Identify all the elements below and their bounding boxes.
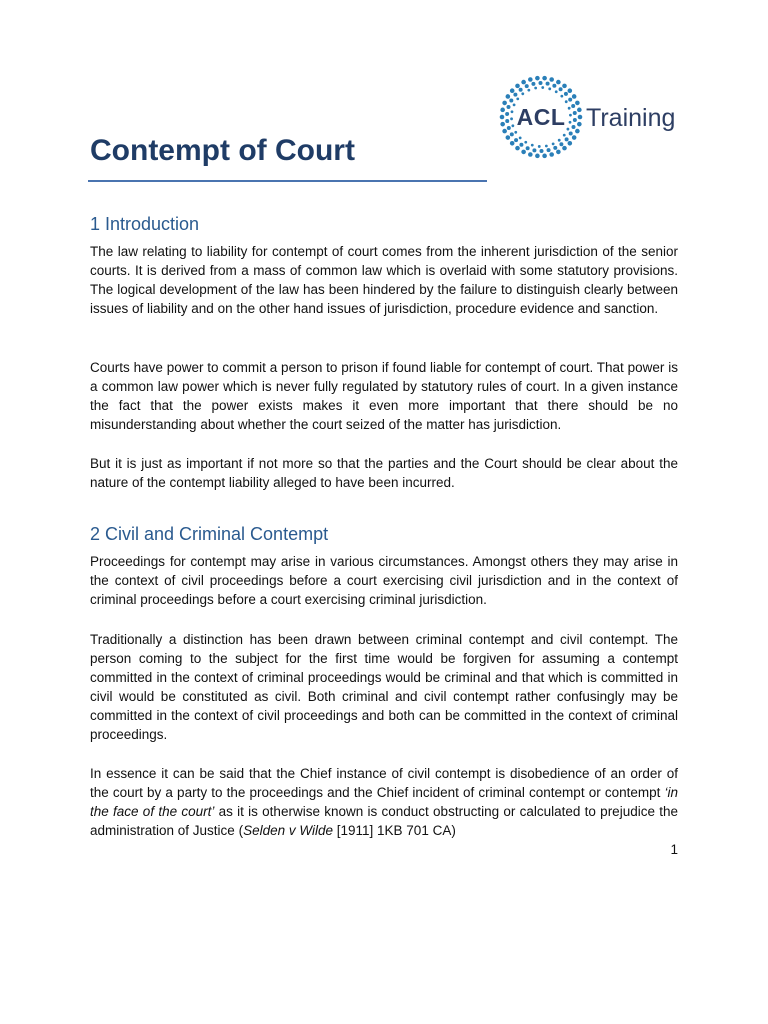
logo-ring-dot bbox=[500, 122, 505, 127]
section-1-paragraph-3: But it is just as important if not more so that the parties and the Court should be clear about the nature of the contempt liability alleged to have been incurred. bbox=[90, 456, 678, 490]
logo-ring-dot bbox=[548, 87, 551, 90]
logo-ring-dot bbox=[535, 154, 540, 159]
logo-ring-dot bbox=[575, 129, 580, 134]
logo-ring-dot bbox=[572, 135, 577, 140]
p3-italic-case-name: Selden v Wilde bbox=[243, 823, 333, 838]
logo-ring-dot bbox=[505, 119, 509, 123]
logo-ring-dot bbox=[564, 92, 568, 96]
logo-ring-dot bbox=[502, 129, 507, 134]
logo-ring-dot bbox=[541, 86, 544, 89]
logo-ring-dot bbox=[521, 80, 526, 85]
logo-ring-dot bbox=[565, 137, 569, 141]
logo-ring-dot bbox=[555, 90, 558, 93]
logo-ring-dot bbox=[546, 82, 550, 86]
logo-ring-dot bbox=[578, 115, 583, 120]
section-2-heading: 2 Civil and Criminal Contempt bbox=[90, 524, 329, 544]
logo-ring-dot bbox=[577, 108, 582, 113]
logo-ring-dot bbox=[528, 152, 533, 157]
p3-italic-face-of-court: ‘in the face of the court’ bbox=[90, 785, 678, 819]
logo-ring-dot bbox=[559, 87, 563, 91]
logo-ring-dot bbox=[531, 82, 535, 86]
logo-ring-dot bbox=[532, 148, 536, 152]
logo-ring-dot bbox=[509, 98, 513, 102]
logo-ring-dot bbox=[535, 76, 540, 81]
page-number: 1 bbox=[670, 842, 678, 857]
p3-text-1: In essence it can be said that the Chief instance of civil contempt is disobedience of an order of the court by a party to the proceedings and the Chief incident of criminal contempt or contempt bbox=[90, 766, 678, 800]
logo-ring-dot bbox=[515, 146, 520, 151]
logo-ring-dot bbox=[506, 135, 511, 140]
logo-ring-dot bbox=[507, 105, 511, 109]
page-title: Contempt of Court bbox=[90, 134, 355, 167]
logo-ring-dot bbox=[569, 132, 573, 136]
logo-ring-dot bbox=[562, 146, 567, 151]
logo-ring-dot bbox=[556, 80, 561, 85]
logo-ring-dot bbox=[575, 101, 580, 106]
logo-ring-dot bbox=[510, 88, 515, 93]
p3-text-2: as it is otherwise known is conduct obstructing or calculated to prejudice the administration of Justice ( bbox=[90, 804, 678, 838]
logo-ring-dot bbox=[571, 125, 575, 129]
logo-ring-dot bbox=[558, 139, 561, 142]
logo-ring-dot bbox=[524, 141, 527, 144]
acl-training-logo bbox=[496, 74, 678, 160]
logo-ring-dot bbox=[563, 134, 566, 137]
logo-ring-dot bbox=[572, 94, 577, 99]
logo-ring-dot bbox=[534, 87, 537, 90]
logo-ring-dot bbox=[552, 84, 556, 88]
logo-ring-dot bbox=[552, 142, 555, 145]
section-1-paragraph-2: Courts have power to commit a person to prison if found liable for contempt of court. That power is a common law power which is never fully regulated by statutory rules of court. In a given instance the fact that the power exists makes it even more important that there should be no misunderstanding about whether the court seized of the matter has jurisdiction. bbox=[90, 360, 678, 432]
logo-training-text: Training bbox=[586, 104, 676, 132]
logo-ring-dot bbox=[526, 146, 530, 150]
section-2-paragraph-2: Traditionally a distinction has been drawn between criminal contempt and civil contempt. The person coming to the subject for the first time would be forgiven for assuming a contempt committed in the context of criminal proceedings would be criminal and that which is committed in civil would be constituted as civil. Both criminal and civil contempt rather confusingly may be committed in the context of civil proceedings and both can be committed in the context of criminal proceedings. bbox=[90, 632, 678, 742]
logo-ring-dot bbox=[505, 112, 509, 116]
logo-ring-dot bbox=[515, 84, 520, 89]
logo-ring-dot bbox=[514, 138, 518, 142]
logo-ring-dot bbox=[571, 104, 575, 108]
logo-ring-dot bbox=[502, 101, 507, 106]
section-1-heading: 1 Introduction bbox=[90, 214, 200, 234]
logo-ring-dot bbox=[568, 98, 572, 102]
logo-ring-dot bbox=[568, 88, 573, 93]
logo-ring-dot bbox=[549, 152, 554, 157]
logo-ring-dot bbox=[542, 154, 547, 159]
logo-ring-dot bbox=[500, 115, 505, 120]
section-2-paragraph-1: Proceedings for contempt may arise in various circumstances. Amongst others they may arise in the context of civil proceedings before a court exercising civil jurisdiction and in the context of criminal proceedings before a court exercising criminal jurisdiction. bbox=[90, 554, 678, 607]
logo-ring-dot bbox=[513, 93, 517, 97]
logo-ring-dot bbox=[577, 122, 582, 127]
logo-ring-dot bbox=[556, 150, 561, 155]
logo-ring-dot bbox=[519, 136, 522, 139]
logo-ring-dot bbox=[553, 146, 557, 150]
logo-ring-dot bbox=[521, 150, 526, 155]
section-2-paragraph-3 bbox=[90, 764, 678, 840]
logo-ring-dot bbox=[539, 81, 543, 85]
logo-ring-dot bbox=[542, 76, 547, 81]
logo-ring-dot bbox=[549, 77, 554, 82]
logo-ring-dot bbox=[527, 89, 530, 92]
logo-ring-dot bbox=[559, 142, 563, 146]
logo-ring-dot bbox=[531, 144, 534, 147]
logo-ring-dot bbox=[521, 92, 524, 95]
title-underline bbox=[88, 180, 487, 182]
section-1-paragraph-1: The law relating to liability for contempt of court comes from the inherent jurisdiction of the senior courts. It is derived from a mass of common law which is overlaid with some statutory provisions. The logical development of the law has been hindered by the failure to distinguish clearly between issues of liability and on the other hand issues of jurisdiction, procedure evidence and sanction. bbox=[90, 244, 678, 316]
logo-ring-dot bbox=[525, 84, 529, 88]
logo-ring-dot bbox=[565, 100, 568, 103]
logo-ring-dot bbox=[568, 141, 573, 146]
logo-ring-dot bbox=[573, 118, 577, 122]
logo-ring-dot bbox=[514, 131, 517, 134]
logo-ring-dot bbox=[500, 108, 505, 113]
logo-ring-dot bbox=[573, 111, 577, 115]
logo-ring-dot bbox=[562, 84, 567, 89]
logo-ring-dot bbox=[540, 149, 544, 153]
p3-text-3: [1911] 1KB 701 CA) bbox=[333, 823, 456, 838]
logo-acl-text: ACL bbox=[516, 104, 566, 130]
logo-ring-dot bbox=[519, 143, 523, 147]
logo-ring-dot bbox=[545, 145, 548, 148]
logo-ring-dot bbox=[506, 94, 511, 99]
logo-ring-dot bbox=[528, 77, 533, 82]
logo-ring-dot bbox=[538, 145, 541, 148]
logo-ring-dot bbox=[510, 132, 514, 136]
logo-ring-dot bbox=[547, 148, 551, 152]
logo-ring-dot bbox=[560, 95, 563, 98]
logo-ring-dot bbox=[519, 88, 523, 92]
logo-ring-dot bbox=[516, 97, 519, 100]
logo-ring-dot bbox=[510, 141, 515, 146]
